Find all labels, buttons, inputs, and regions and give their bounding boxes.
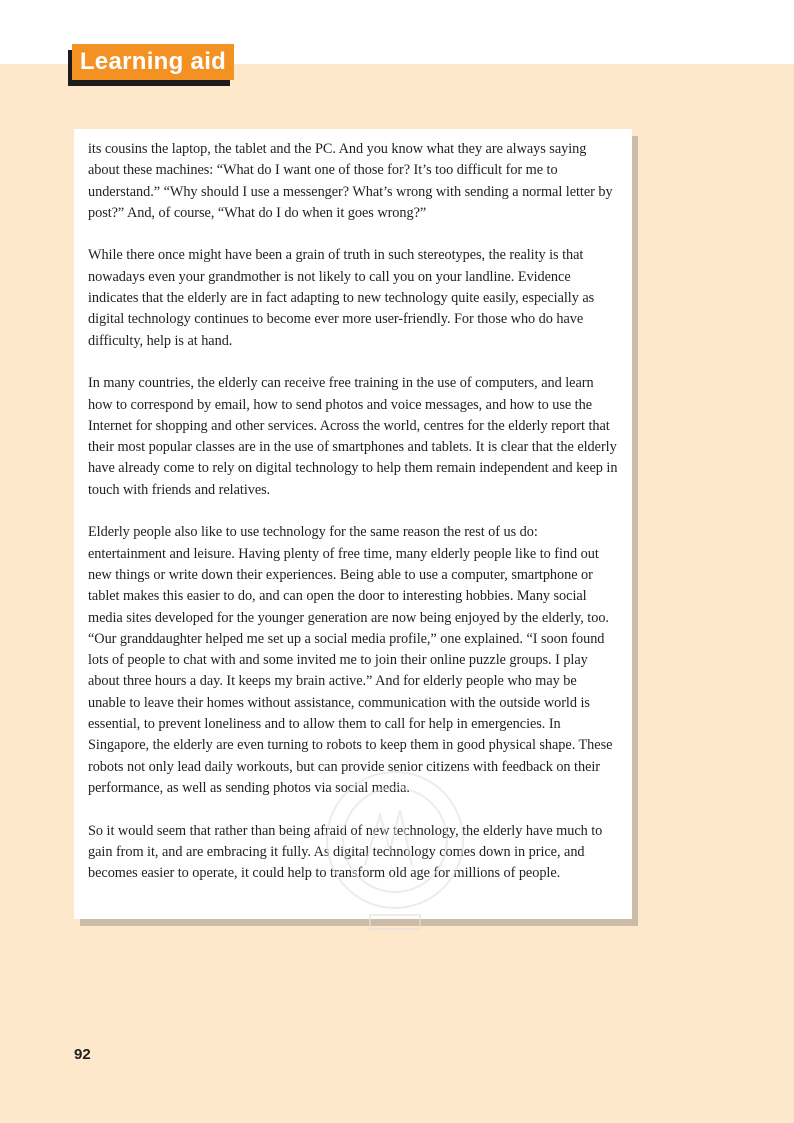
paragraph-1: its cousins the laptop, the tablet and the PC. And you know what they are always saying about these machines: “What do I want one of those for? It’s too difficult for me to understand.” “Why should I use a messenger? What’s wrong with sending a normal letter by post?” And, of course, “What do I do when it goes wrong?”	[88, 141, 613, 221]
page-number: 92	[74, 1046, 91, 1063]
paragraph-4: Elderly people also like to use technology for the same reason the rest of us do: entertainment and leisure. Having plenty of free time, many elderly people like to find out new things or write down their experiences. Being able to use a computer, smartphone or tablet makes this easier to do, and can open the door to interesting hobbies. Many social media sites developed for the younger generation are now being enjoyed by the elderly, too. “Our granddaughter helped me set up a social media profile,” one explained. “I soon found lots of people to chat with and some invited me to join their online puzzle groups. I play about three hours a day. It keeps my brain active.” And for elderly people who may be unable to leave their homes without assistance, communication with the outside world is essential, to prevent loneliness and to allow them to call for help in emergencies. In Singapore, the elderly are even turning to robots to keep them in good physical shape. These robots not only lead daily workouts, but can provide senior citizens with feedback on their performance, as well as sending photos via social media.	[88, 524, 613, 796]
paragraph-3: In many countries, the elderly can receive free training in the use of computers, and learn how to correspond by email, how to send photos and voice messages, and how to use the Internet for shopping and other services. Across the world, centres for the elderly report that their most popular classes are in the use of smartphones and tablets. It is clear that the elderly have already come to rely on digital technology to help them remain independent and keep in touch with friends and relatives.	[88, 375, 618, 498]
paragraph-2: While there once might have been a grain of truth in such stereotypes, the reality is that nowadays even your grandmother is not likely to call you on your landline. Evidence indicates that the elderly are in fact adapting to new technology quite easily, especially as digital technology continues to become ever more user-friendly. For those who do have difficulty, help is at hand.	[88, 247, 595, 349]
text-card	[74, 129, 632, 919]
section-badge: Learning aid	[72, 44, 234, 80]
paragraph-5: So it would seem that rather than being afraid of new technology, the elderly have much to gain from it, and are embracing it fully. As digital technology comes down in price, and becomes easier to operate, it could help to transform old age for millions of people.	[88, 822, 603, 882]
